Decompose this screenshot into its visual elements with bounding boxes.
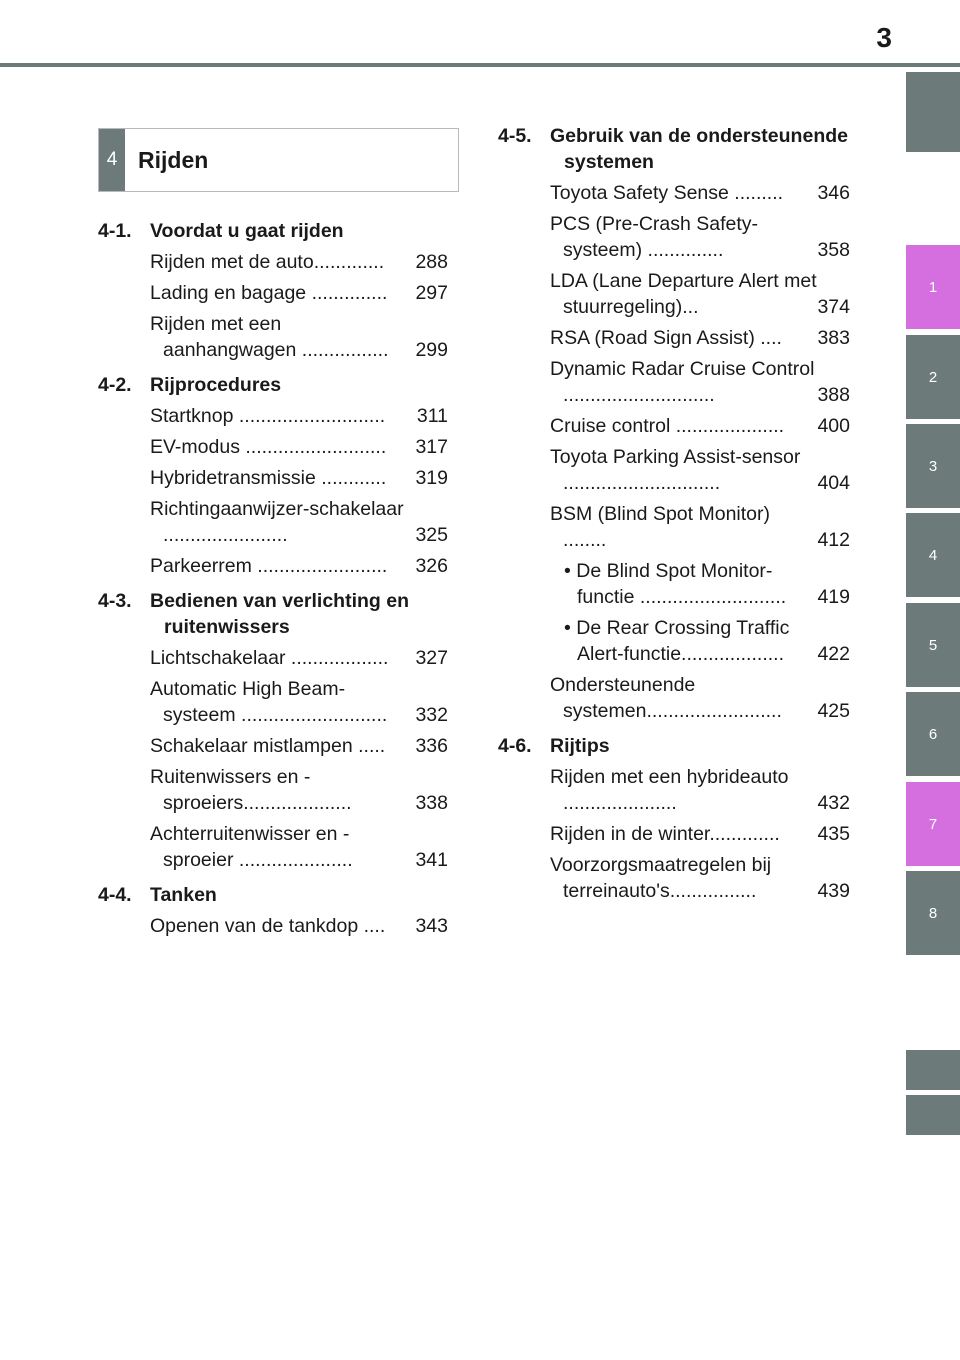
toc-right-column (498, 123, 850, 913)
toc-group-number: 4-3. (98, 590, 132, 612)
toc-entry-page: 346 (817, 182, 850, 204)
toc-entry-page: 332 (415, 704, 448, 726)
toc-entry-leader: ....................... (163, 524, 288, 546)
toc-entry-title: Automatic High Beam-systeem (150, 678, 346, 726)
toc-entry-leader: ............................. (563, 472, 721, 494)
toc-group (98, 588, 448, 873)
toc-entry[interactable] (150, 821, 448, 873)
toc-entry-leader: ............. (709, 823, 780, 845)
toc-entry-leader: .............. (642, 239, 724, 261)
toc-entry-leader: ......................... (646, 700, 782, 722)
toc-group (498, 123, 850, 724)
toc-entry-page: 327 (415, 647, 448, 669)
toc-entry-page: 374 (817, 296, 850, 318)
toc-entry-leader: .................. (285, 647, 389, 669)
toc-entry-title: Lichtschakelaar (150, 647, 286, 669)
toc-entry-title: BSM (Blind Spot Monitor) (550, 503, 770, 525)
toc-entry-leader: ................ (296, 339, 389, 361)
toc-entry-text (150, 311, 415, 363)
toc-entry[interactable] (150, 645, 448, 671)
toc-group-number: 4-4. (98, 884, 132, 906)
toc-group-number: 4-6. (498, 735, 532, 757)
section-number: 4 (99, 129, 125, 191)
toc-entry[interactable] (550, 444, 850, 496)
toc-entry-page: 432 (817, 792, 850, 814)
toc-entry-leader: ........................... (634, 586, 787, 608)
toc-entry[interactable] (150, 913, 448, 939)
toc-entry-title: Toyota Parking Assist-sensor (550, 446, 801, 468)
toc-entry-page: 439 (817, 880, 850, 902)
toc-group-heading (498, 733, 850, 759)
toc-entry-title: Parkeerrem (150, 555, 252, 577)
toc-entry-text (150, 913, 415, 939)
chapter-tab-1[interactable]: 1 (906, 245, 960, 329)
toc-entry-leader: ..... (352, 735, 386, 757)
toc-group-title: Voordat u gaat rijden (150, 220, 344, 242)
toc-entry[interactable] (150, 496, 448, 548)
toc-entry-page: 383 (817, 327, 850, 349)
toc-entry-title: Voorzorgsmaatregelen bij terreinauto's (550, 854, 772, 902)
toc-entry-text (550, 356, 817, 408)
toc-entry[interactable] (150, 434, 448, 460)
toc-entry-text (150, 280, 415, 306)
toc-entry-page: 425 (817, 700, 850, 722)
toc-entry-text (564, 615, 817, 667)
toc-entry-text (150, 645, 415, 671)
chapter-tab-4[interactable]: 4 (906, 513, 960, 597)
header-rule (0, 63, 960, 67)
toc-entry-title: PCS (Pre-Crash Safety-systeem) (550, 213, 759, 261)
toc-entry[interactable] (550, 821, 850, 847)
toc-entry-title: Lading en bagage (150, 282, 307, 304)
toc-entry-leader: .................... (243, 792, 352, 814)
toc-entry-leader: ........................ (251, 555, 388, 577)
chapter-tab-8[interactable]: 8 (906, 871, 960, 955)
toc-entry-text (150, 465, 415, 491)
toc-entry-title: Rijden met de auto (150, 251, 314, 273)
toc-entry-page: 435 (817, 823, 850, 845)
toc-entry-page: 338 (415, 792, 448, 814)
toc-entry-page: 326 (415, 555, 448, 577)
toc-entry-title: Startknop (150, 405, 234, 427)
toc-entry-title: • De Blind Spot Monitor-functie (564, 560, 773, 608)
toc-entry-leader: ........ (563, 529, 607, 551)
toc-group-heading (98, 588, 448, 640)
toc-entry[interactable] (550, 764, 850, 816)
toc-entry-page: 288 (415, 251, 448, 273)
toc-left-column (98, 218, 448, 948)
toc-entry-title: Ondersteunende systemen (550, 674, 696, 722)
toc-entry[interactable] (564, 558, 850, 610)
toc-entry[interactable] (550, 672, 850, 724)
toc-group-title: Bedienen van verlichting en ruitenwissers (150, 590, 409, 638)
toc-group-title: Rijtips (550, 735, 610, 757)
toc-entry-text (150, 676, 415, 728)
toc-entry-text (550, 764, 817, 816)
toc-entry[interactable] (550, 268, 850, 320)
toc-entry-leader: ............................ (563, 384, 715, 406)
toc-entry-title: Hybridetransmissie (150, 467, 316, 489)
toc-entry-page: 388 (817, 384, 850, 406)
toc-entry-text (550, 821, 817, 847)
toc-entry[interactable] (150, 676, 448, 728)
toc-entry[interactable] (550, 356, 850, 408)
toc-group-title: Gebruik van de ondersteunende systemen (550, 125, 848, 173)
toc-entry-page: 422 (817, 643, 850, 665)
toc-entry-page: 325 (415, 524, 448, 546)
toc-entry-text (550, 211, 817, 263)
toc-entry-text (150, 764, 415, 816)
section-title: Rijden (138, 146, 209, 173)
toc-group (98, 372, 448, 579)
toc-entry[interactable] (150, 403, 448, 429)
toc-entry-leader: ........................... (235, 704, 388, 726)
toc-entry-title: Rijden met een aanhangwagen (150, 313, 297, 361)
toc-entry-text (150, 733, 415, 759)
toc-entry-leader: ............ (315, 467, 387, 489)
toc-entry-text (564, 558, 817, 610)
toc-group-title: Rijprocedures (150, 374, 282, 396)
chapter-tab-5[interactable]: 5 (906, 603, 960, 687)
chapter-tab-2[interactable]: 2 (906, 335, 960, 419)
toc-entry-text (150, 249, 415, 275)
toc-entry[interactable] (550, 325, 850, 351)
toc-entry[interactable] (150, 764, 448, 816)
toc-entry-leader: ..................... (233, 849, 353, 871)
toc-entry-title: Schakelaar mistlampen (150, 735, 353, 757)
toc-entry-page: 336 (415, 735, 448, 757)
chapter-tab-blank[interactable] (906, 1050, 960, 1090)
toc-entry-page: 412 (817, 529, 850, 551)
toc-entry-leader: .......................... (239, 436, 387, 458)
toc-entry-leader: ................ (669, 880, 757, 902)
toc-entry[interactable] (150, 733, 448, 759)
toc-group-title: Tanken (150, 884, 217, 906)
chapter-tab-7[interactable]: 7 (906, 782, 960, 866)
toc-entry-title: Dynamic Radar Cruise Control (550, 358, 815, 380)
toc-entry-title: Ruitenwissers en -sproeiers (150, 766, 311, 814)
toc-group (98, 882, 448, 939)
toc-entry-text (550, 180, 817, 206)
toc-entry-leader: ........................... (233, 405, 386, 427)
toc-entry-title: Cruise control (550, 415, 671, 437)
toc-entry-text (550, 852, 817, 904)
toc-entry-page: 400 (817, 415, 850, 437)
toc-entry[interactable] (150, 465, 448, 491)
toc-entry-title: Toyota Safety Sense (550, 182, 729, 204)
toc-entry-title: Rijden met een hybrideauto (550, 766, 789, 788)
toc-group-number: 4-2. (98, 374, 132, 396)
toc-entry[interactable] (150, 553, 448, 579)
toc-entry-text (150, 553, 415, 579)
toc-entry[interactable] (564, 615, 850, 667)
toc-entry[interactable] (150, 280, 448, 306)
toc-entry-title: Richtingaanwijzer-schakelaar (150, 498, 404, 520)
toc-entry-title: LDA (Lane Departure Alert met stuurregeling) (550, 270, 817, 318)
section-header (98, 128, 459, 192)
toc-entry[interactable] (150, 249, 448, 275)
toc-entry-text (550, 444, 817, 496)
toc-entry[interactable] (550, 501, 850, 553)
chapter-tab-6[interactable]: 6 (906, 692, 960, 776)
toc-entry-page: 311 (416, 405, 448, 427)
toc-entry-title: Rijden in de winter (550, 823, 710, 845)
chapter-tab-blank[interactable] (906, 1095, 960, 1135)
toc-entry-title: RSA (Road Sign Assist) (550, 327, 755, 349)
toc-entry-title: EV-modus (150, 436, 240, 458)
toc-entry-text (550, 325, 817, 351)
toc-entry-page: 319 (415, 467, 448, 489)
toc-entry-title: Achterruitenwisser en -sproeier (150, 823, 350, 871)
chapter-tab-3[interactable]: 3 (906, 424, 960, 508)
toc-entry[interactable] (550, 413, 850, 439)
toc-entry-page: 343 (415, 915, 448, 937)
toc-entry-leader: ......... (728, 182, 784, 204)
toc-group-heading (98, 372, 448, 398)
toc-entry-text (550, 268, 817, 320)
toc-entry[interactable] (550, 180, 850, 206)
toc-entry-page: 297 (415, 282, 448, 304)
page-number: 3 (876, 22, 892, 53)
toc-entry[interactable] (550, 211, 850, 263)
toc-entry-leader: ... (682, 296, 699, 318)
toc-entry-text (550, 672, 817, 724)
toc-entry-title: Openen van de tankdop (150, 915, 359, 937)
toc-entry-page: 317 (415, 436, 448, 458)
toc-group-heading (98, 218, 448, 244)
toc-entry-text (150, 403, 417, 429)
toc-entry-page: 358 (817, 239, 850, 261)
toc-entry-text (150, 821, 415, 873)
toc-entry-text (150, 496, 415, 548)
toc-entry-title: • De Rear Crossing Traffic Alert-functie (564, 617, 790, 665)
toc-entry-text (150, 434, 415, 460)
toc-group-heading (98, 882, 448, 908)
toc-group (98, 218, 448, 363)
toc-entry-leader: ................... (681, 643, 784, 665)
toc-entry-text (550, 413, 817, 439)
toc-group-heading (498, 123, 850, 175)
toc-group-number: 4-5. (498, 125, 532, 147)
toc-entry-page: 341 (415, 849, 448, 871)
toc-group-number: 4-1. (98, 220, 132, 242)
toc-entry-text (550, 501, 817, 553)
toc-group (498, 733, 850, 904)
chapter-tab-blank[interactable] (906, 72, 960, 152)
toc-entry-leader: .... (754, 327, 782, 349)
toc-entry[interactable] (550, 852, 850, 904)
toc-entry-leader: .... (358, 915, 386, 937)
toc-entry-page: 419 (817, 586, 850, 608)
toc-entry-leader: ............. (313, 251, 385, 273)
toc-entry-leader: ..................... (563, 792, 677, 814)
toc-entry-leader: .............. (306, 282, 388, 304)
toc-entry-leader: .................... (670, 415, 785, 437)
toc-entry-page: 404 (817, 472, 850, 494)
toc-entry-page: 299 (415, 339, 448, 361)
toc-entry[interactable] (150, 311, 448, 363)
